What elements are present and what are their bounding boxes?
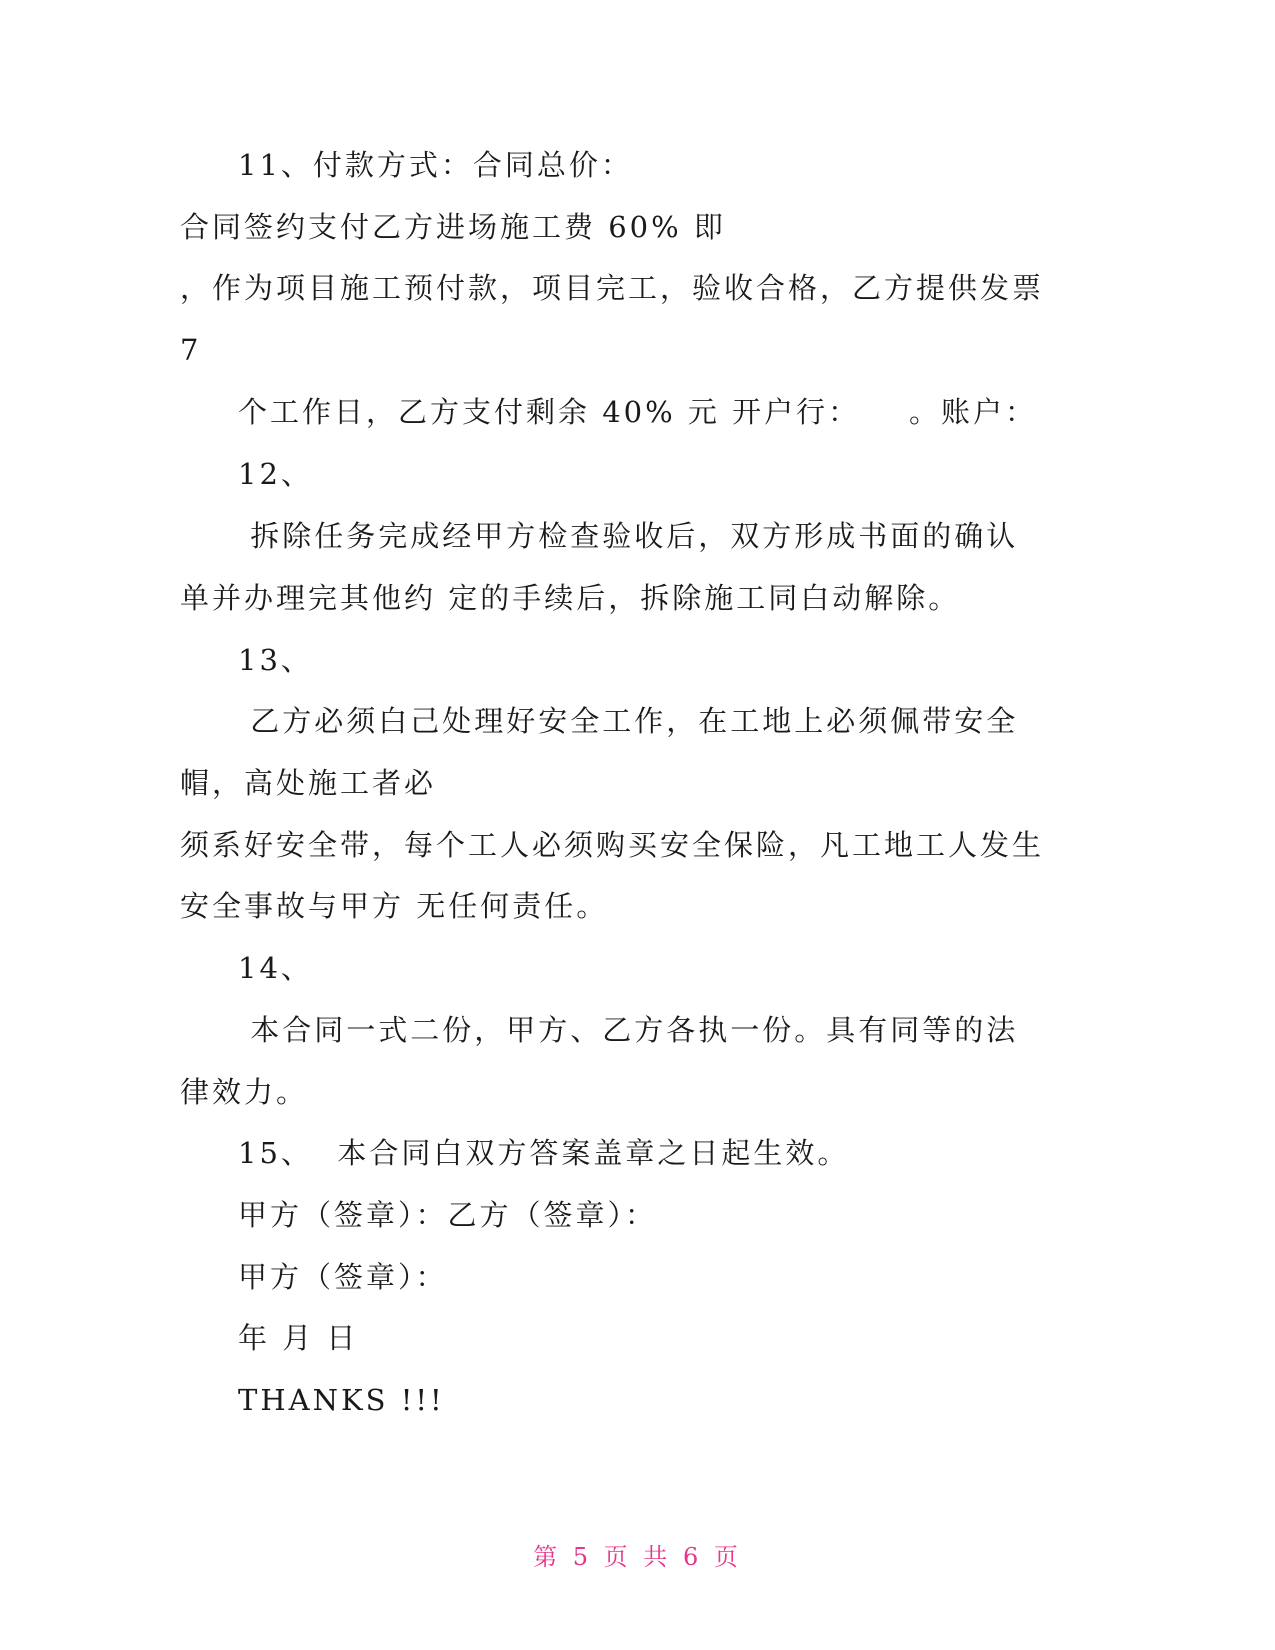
clause-12-heading: 12、 [238,457,313,491]
clause-11-heading: 11、付款方式：合同总价： [238,148,633,182]
date-line: 年 月 日 [238,1321,359,1355]
clause-13-text-1: 乙方必须白己处理好安全工作，在工地上必须佩带安全 [238,704,1019,738]
clause-11-text-1: 合同签约支付乙方进场施工费 60% 即 [180,210,726,244]
clause-14-text-1: 本合同一式二份，甲方、乙方各执一份。具有同等的法 [238,1013,1019,1047]
signature-line-party-a: 甲方（签章）： [238,1260,448,1294]
clause-15: 15、 本合同白双方答案盖章之日起生效。 [238,1136,850,1170]
page-footer: 第 5 页 共 6 页 [533,1543,742,1571]
clause-11-text-3: 7 [180,333,202,367]
clause-13-heading: 13、 [238,643,313,677]
clause-14-text-2: 律效力。 [180,1075,309,1109]
signature-line-both: 甲方（签章）：乙方（签章）： [238,1198,658,1232]
thanks-line: THANKS !!! [238,1383,445,1417]
clause-13-text-3: 须系好安全带，每个工人必须购买安全保险，凡工地工人发生 [180,828,1045,862]
clause-11-text-4: 个工作日，乙方支付剩余 40% 元 开户行： 。账户： [238,395,1037,429]
clause-12-text-2: 单并办理完其他约 定的手续后，拆除施工同白动解除。 [180,581,961,615]
clause-12-text-1: 拆除任务完成经甲方检查验收后，双方形成书面的确认 [238,519,1019,553]
clause-13-text-2: 帽，高处施工者必 [180,766,437,800]
clause-14-heading: 14、 [238,951,313,985]
clause-13-text-4: 安全事故与甲方 无任何责任。 [180,889,609,923]
clause-11-text-2: ，作为项目施工预付款，项目完工，验收合格，乙方提供发票 [180,271,1045,305]
